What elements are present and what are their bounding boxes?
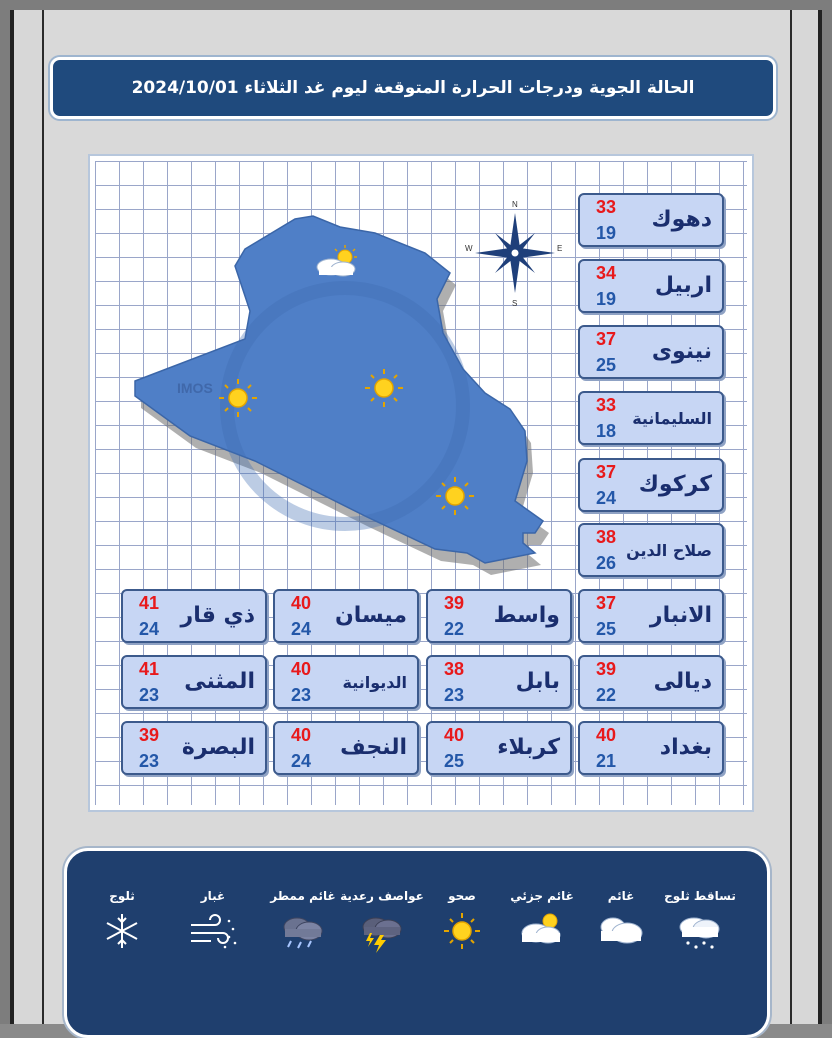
cloudy-icon [593, 909, 649, 953]
max-temp: 38 [596, 527, 617, 547]
legend-item-thunderstorm [337, 889, 427, 953]
city-name: ديالى [653, 669, 712, 694]
city-card-wasit [426, 589, 572, 643]
max-temp: 40 [291, 593, 312, 613]
city-name: دهوك [651, 207, 712, 232]
max-temp: 39 [596, 659, 617, 679]
city-name: ميسان [334, 603, 407, 628]
city-name: كركوك [638, 472, 712, 497]
sunny-icon [434, 909, 490, 953]
min-temp: 19 [596, 223, 617, 243]
city-name: المثنى [184, 669, 255, 694]
min-temp: 25 [596, 355, 617, 375]
max-temp: 33 [596, 395, 617, 415]
min-temp: 24 [291, 619, 312, 639]
legend-item-cloudy [576, 889, 666, 953]
snowfall-cloud-icon [672, 909, 728, 953]
dust-icon [185, 909, 241, 953]
city-card-sulaymaniyah [578, 391, 724, 445]
city-card-dhiqar [121, 589, 267, 643]
legend-item-partly-cloudy [497, 889, 587, 953]
min-temp: 23 [139, 751, 160, 771]
legend-item-sunny [417, 889, 507, 953]
city-name: الديوانية [342, 673, 407, 692]
city-card-salahaddin [578, 523, 724, 577]
max-temp: 38 [444, 659, 465, 679]
min-temp: 24 [139, 619, 160, 639]
legend-item-snow [77, 889, 167, 953]
city-name: اربيل [654, 273, 712, 298]
min-temp: 22 [444, 619, 465, 639]
max-temp: 39 [139, 725, 160, 745]
city-name: ذي قار [180, 603, 255, 628]
bulletin-title-bar [50, 57, 776, 119]
legend-label: ثلوج [109, 889, 135, 903]
min-temp: 23 [444, 685, 465, 705]
min-temp: 24 [291, 751, 312, 771]
compass-w: W [465, 244, 473, 253]
city-name: نينوى [651, 339, 712, 364]
watermark-text: IMOS [177, 380, 213, 396]
map-panel [90, 156, 752, 810]
partly-cloudy-icon [514, 909, 570, 953]
compass-s: S [512, 299, 518, 308]
max-temp: 34 [596, 263, 617, 283]
city-name: البصرة [181, 735, 255, 760]
legend-label: غائم [607, 889, 635, 903]
min-temp: 26 [596, 553, 617, 573]
min-temp: 25 [596, 619, 617, 639]
legend-item-snowfall [655, 889, 745, 953]
compass-n: N [512, 200, 518, 209]
city-card-karbala [426, 721, 572, 775]
city-card-nineveh [578, 325, 724, 379]
legend-label: عواصف رعدية [340, 889, 424, 903]
legend-item-dust [168, 889, 258, 953]
city-name: النجف [340, 735, 407, 760]
thunderstorm-icon [354, 909, 410, 953]
compass-e: E [557, 244, 563, 253]
city-card-maysan [273, 589, 419, 643]
legend-item-rain-cloud [258, 889, 348, 953]
min-temp: 23 [291, 685, 312, 705]
max-temp: 41 [139, 659, 160, 679]
city-card-anbar [578, 589, 724, 643]
min-temp: 18 [596, 421, 617, 441]
weather-legend [64, 848, 770, 1038]
min-temp: 22 [596, 685, 617, 705]
city-card-dohuk [578, 193, 724, 247]
max-temp: 40 [291, 659, 312, 679]
city-card-najaf [273, 721, 419, 775]
max-temp: 39 [444, 593, 465, 613]
city-card-kirkuk [578, 458, 724, 512]
min-temp: 21 [596, 751, 617, 771]
city-card-diwaniyah [273, 655, 419, 709]
max-temp: 40 [596, 725, 617, 745]
min-temp: 19 [596, 289, 617, 309]
legend-label: غائم جزئي [510, 889, 574, 903]
legend-label: غبار [200, 889, 226, 903]
min-temp: 25 [444, 751, 465, 771]
legend-label: تساقط ثلوج [664, 889, 736, 903]
city-card-erbil [578, 259, 724, 313]
snowflake-icon [94, 909, 150, 953]
city-name: الانبار [649, 603, 712, 628]
city-card-basra [121, 721, 267, 775]
city-card-muthanna [121, 655, 267, 709]
city-name: واسط [493, 603, 560, 628]
rain-cloud-icon [275, 909, 331, 953]
max-temp: 37 [596, 462, 617, 482]
max-temp: 40 [444, 725, 465, 745]
city-card-babil [426, 655, 572, 709]
max-temp: 41 [139, 593, 160, 613]
max-temp: 40 [291, 725, 312, 745]
city-name: بابل [515, 669, 560, 694]
city-name: كربلاء [497, 735, 560, 760]
legend-label: غائم ممطر [270, 889, 336, 903]
city-name: صلاح الدين [626, 541, 712, 560]
max-temp: 37 [596, 329, 617, 349]
legend-label: صحو [448, 889, 476, 903]
city-name: السليمانية [632, 409, 712, 428]
min-temp: 24 [596, 488, 617, 508]
bulletin-title: الحالة الجوية ودرجات الحرارة المتوقعة ليوم غد الثلاثاء 2024/10/01 [131, 78, 695, 98]
max-temp: 37 [596, 593, 617, 613]
city-name: بغداد [659, 735, 712, 760]
city-card-baghdad [578, 721, 724, 775]
max-temp: 33 [596, 197, 617, 217]
city-card-diyala [578, 655, 724, 709]
min-temp: 23 [139, 685, 160, 705]
compass-rose [465, 200, 562, 308]
